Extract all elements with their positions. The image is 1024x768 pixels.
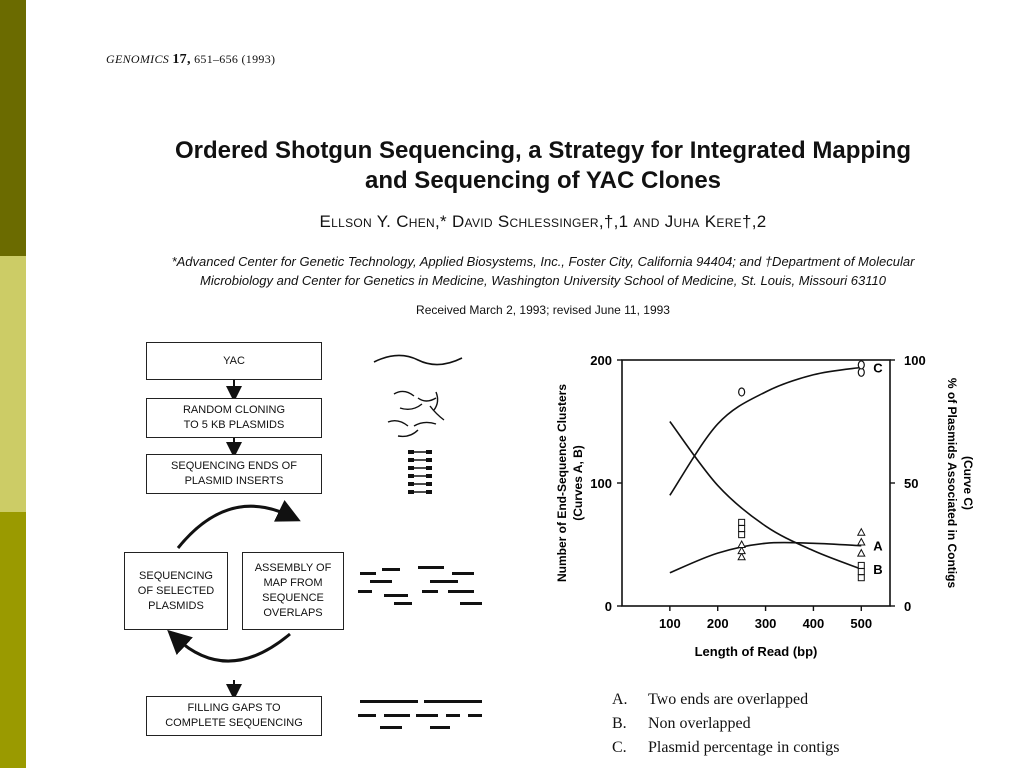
title-line-2: and Sequencing of YAC Clones [364,167,722,194]
data-point-c-4-0 [739,388,745,396]
legend-item-a [612,688,840,712]
x-tick-label-300: 300 [754,616,777,631]
yac-label: YAC [223,354,245,367]
journal-citation [106,52,275,68]
data-point-b-3-2 [858,562,864,568]
fragments-glyph [388,391,444,436]
data-point-a-0-0 [738,553,745,560]
x-axis-label: Length of Read (bp) [694,644,818,659]
curve-legend [612,688,840,760]
data-point-a-0-2 [738,541,745,548]
y-left-tick-label-0: 0 [604,599,612,614]
y-right-axis-label-2: (Curve C) [961,455,975,511]
data-point-b-1-2 [739,519,745,525]
assembly-box [242,552,344,630]
sequencing-ends-line-1: SEQUENCING ENDS OF [171,460,297,472]
x-tick-label-100: 100 [659,616,681,631]
paper-title [100,136,986,196]
gap-filling-glyph [358,700,482,729]
data-point-b-3-0 [858,575,864,581]
cycle-arrow-top [178,506,290,548]
data-point-a-2-1 [858,539,865,546]
assembly-line-2: MAP FROM [263,577,323,589]
legend-letter-a: A. [612,691,628,708]
data-point-a-2-0 [858,550,865,557]
series-line-c [670,367,861,495]
assembly-line-4: OVERLAPS [263,607,323,619]
sidebar-band-dark [0,0,26,256]
journal-volume: 17, [172,52,191,67]
paper-affiliation [100,252,986,290]
legend-letter-c: C. [612,739,627,756]
y-right-tick-label-0: 0 [904,599,912,614]
sidebar-band-mid [0,512,26,768]
series-label-c: C [873,360,883,376]
y-right-tick-label-100: 100 [904,353,926,368]
data-point-b-1-0 [739,532,745,538]
series-label-b: B [873,562,883,578]
data-point-b-3-1 [858,569,864,575]
received-date: Received March 2, 1993; revised June 11, 1993 [416,303,670,317]
yac-box [146,342,322,380]
y-left-tick-label-100: 100 [590,476,612,491]
affiliation-line-2: Microbiology and Center for Genetics in Medicine, Washington University School of Medicine, St. Louis, Missouri 63110 [200,273,886,288]
assembly-line-3: SEQUENCE [262,592,324,604]
plasmid-ends-glyph [408,450,432,494]
data-point-b-1-1 [739,526,745,532]
y-left-axis-label-2: (Curves A, B) [571,445,585,521]
legend-text-b: Non overlapped [648,715,751,732]
affiliation-line-1: *Advanced Center for Genetic Technology, Applied Biosystems, Inc., Foster City, California 94404; and †Department of Molecular [171,254,915,269]
filling-gaps-box [146,696,322,736]
chart-svg [540,340,1000,680]
sequencing-selected-line-1: SEQUENCING [139,569,213,582]
legend-text-a: Two ends are overlapped [648,691,809,708]
sequencing-selected-line-3: PLASMIDS [148,599,204,612]
y-left-axis-label-1: Number of End-Sequence Clusters [555,383,569,583]
series-label-a: A [873,538,883,554]
y-right-tick-label-50: 50 [904,476,919,491]
series-line-b [670,422,861,570]
title-line-1: Ordered Shotgun Sequencing, a Strategy for Integrated Mapping [174,137,912,164]
data-point-c-5-1 [858,361,864,369]
journal-name: GENOMICS [106,52,170,66]
y-left-tick-label-200: 200 [590,353,612,368]
y-right-axis-label-1: % of Plasmids Associated in Contigs [945,377,959,589]
legend-text-c: Plasmid percentage in contigs [648,739,840,756]
slide-sidebar [0,0,26,768]
x-tick-label-400: 400 [802,616,825,631]
sequencing-ends-box [146,454,322,494]
sequencing-selected-box [124,552,228,630]
cycle-arrow-bottom [176,634,290,661]
paper-authors: Ellson Y. Chen,* David Schlessinger,†,1 and Juha Kere†,2 [319,212,767,231]
random-cloning-box [146,398,322,438]
sequencing-selected-line-2: OF SELECTED [137,584,215,597]
filling-gaps-line-2: COMPLETE SEQUENCING [165,717,303,729]
legend-item-b [612,712,840,736]
random-cloning-line-2: TO 5 KB PLASMIDS [183,419,285,431]
data-point-a-2-2 [858,529,865,536]
x-tick-label-200: 200 [706,616,729,631]
sidebar-band-light [0,256,26,512]
legend-item-c [612,736,840,760]
random-cloning-line-1: RANDOM CLONING [182,404,286,416]
assembly-line-1: ASSEMBLY OF [254,562,332,574]
legend-letter-b: B. [612,715,627,732]
journal-pages: 651–656 (1993) [194,52,276,66]
x-tick-label-500: 500 [850,616,873,631]
flowchart-figure [118,336,498,746]
sequencing-ends-line-2: PLASMID INSERTS [184,475,284,487]
map-assembly-glyph [358,566,482,605]
yac-dna-glyph [374,355,462,364]
filling-gaps-line-1: FILLING GAPS TO [187,702,281,714]
read-length-chart [540,340,1000,680]
